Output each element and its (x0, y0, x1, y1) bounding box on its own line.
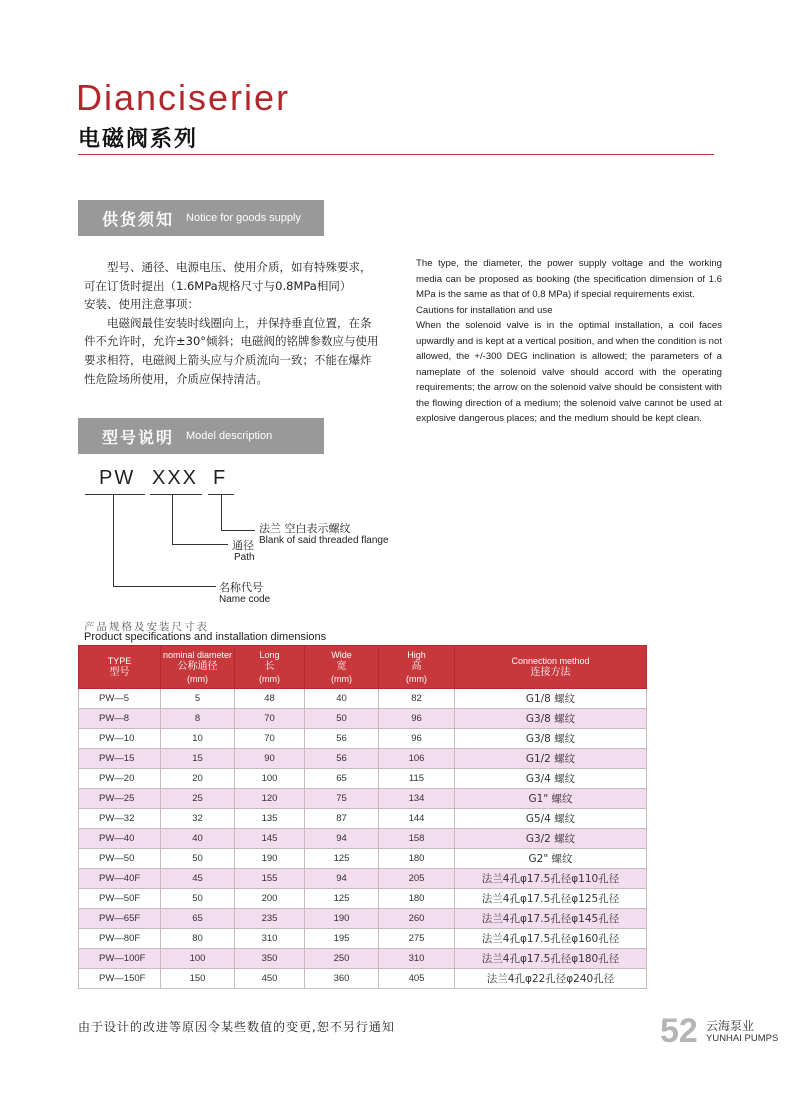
cell-type: PW—100F (79, 949, 161, 969)
col-header-nd-en: nominal diameter (162, 650, 233, 660)
supply-en-caution: Cautions for installation and use (416, 304, 553, 316)
col-header-type-en: TYPE (107, 656, 132, 666)
cell-nominal-diameter: 45 (161, 869, 235, 889)
cell-connection: G3/8 螺纹 (455, 709, 647, 729)
cell-nominal-diameter: 50 (161, 849, 235, 869)
cell-wide: 195 (305, 929, 379, 949)
table-row (79, 929, 647, 949)
cell-high: 106 (379, 749, 455, 769)
cell-high: 180 (379, 849, 455, 869)
cell-type: PW—40F (79, 869, 161, 889)
flange-label-en: Blank of said threaded flange (259, 535, 389, 546)
col-header-long-cn: 长 (264, 661, 275, 672)
cell-type: PW—10 (79, 729, 161, 749)
col-header-wide (305, 646, 379, 689)
supply-section-label-cn: 供货须知 (102, 209, 175, 229)
model-section-header (78, 418, 324, 454)
cell-long: 235 (235, 909, 305, 929)
supply-cn-line: 件不允许时，允许±30°倾斜；电磁阀的铭牌参数应与使用 (84, 334, 379, 349)
cell-connection: 法兰4孔φ17.5孔径φ110孔径 (455, 869, 647, 889)
table-row (79, 829, 647, 849)
col-header-connection (455, 646, 647, 689)
name-code-label-en: Name code (219, 594, 271, 605)
cell-nominal-diameter: 80 (161, 929, 235, 949)
cell-high: 134 (379, 789, 455, 809)
page-number: 52 (660, 1012, 698, 1050)
model-code-xxx: XXX (152, 467, 199, 489)
model-section-label-cn: 型号说明 (102, 427, 175, 447)
model-code-pw: PW (99, 467, 136, 489)
table-row (79, 709, 647, 729)
cell-long: 190 (235, 849, 305, 869)
cell-long: 450 (235, 969, 305, 989)
connector-path-horizontal (172, 544, 228, 545)
supply-cn-line: 要求相符，电磁阀上箭头应与介质流向一致；不能在爆炸 (84, 352, 372, 367)
table-row (79, 689, 647, 709)
cell-nominal-diameter: 40 (161, 829, 235, 849)
cell-long: 70 (235, 709, 305, 729)
cell-high: 96 (379, 729, 455, 749)
cell-high: 260 (379, 909, 455, 929)
brand-name-cn: 云海泵业 (706, 1019, 755, 1033)
cell-high: 405 (379, 969, 455, 989)
footnote: 由于设计的改进等原因令某些数值的变更,恕不另行通知 (78, 1020, 395, 1034)
table-row (79, 889, 647, 909)
cell-type: PW—150F (79, 969, 161, 989)
flange-label-cn: 法兰 空白表示螺纹 (259, 522, 351, 535)
cell-connection: 法兰4孔φ17.5孔径φ125孔径 (455, 889, 647, 909)
col-header-wide-cn: 宽 (336, 661, 347, 672)
cell-type: PW—25 (79, 789, 161, 809)
table-row (79, 969, 647, 989)
cell-long: 200 (235, 889, 305, 909)
table-row (79, 789, 647, 809)
cell-long: 100 (235, 769, 305, 789)
cell-connection: 法兰4孔φ22孔径φ240孔径 (455, 969, 647, 989)
supply-notice-en (416, 256, 722, 427)
cell-nominal-diameter: 25 (161, 789, 235, 809)
cell-long: 70 (235, 729, 305, 749)
cell-nominal-diameter: 150 (161, 969, 235, 989)
cell-nominal-diameter: 15 (161, 749, 235, 769)
cell-wide: 50 (305, 709, 379, 729)
cell-wide: 360 (305, 969, 379, 989)
cell-nominal-diameter: 65 (161, 909, 235, 929)
cell-connection: G1/2 螺纹 (455, 749, 647, 769)
col-header-high-unit: (mm) (406, 674, 427, 684)
supply-cn-line: 可在订货时提出（1.6MPa规格尺寸与0.8MPa相同） (84, 278, 352, 293)
table-row (79, 729, 647, 749)
cell-high: 115 (379, 769, 455, 789)
cell-wide: 75 (305, 789, 379, 809)
cell-high: 275 (379, 929, 455, 949)
cell-connection: G1/8 螺纹 (455, 689, 647, 709)
cell-high: 144 (379, 809, 455, 829)
supply-en-text2: When the solenoid valve is in the optimal installation, a coil faces upwardly and is kept at a vertical position, and when the condition is not allowed, the +/-300 DEG inclination is allowed; the parameters of a nameplate of the solenoid valve should accord with the operating requirements; the arrow on the solenoid valve should be consistent with the flowing direction of a medium; the solenoid valve cannot be used at explosive dangerous places; and the medium should be kept clean. (416, 320, 722, 424)
connector-flange-horizontal (221, 530, 255, 531)
cell-wide: 190 (305, 909, 379, 929)
name-code-label-cn: 名称代号 (219, 581, 263, 594)
code-underline-xxx (150, 494, 202, 495)
cell-high: 158 (379, 829, 455, 849)
cell-connection: 法兰4孔φ17.5孔径φ160孔径 (455, 929, 647, 949)
col-header-type (79, 646, 161, 689)
supply-notice-cn (84, 258, 404, 388)
cell-connection: 法兰4孔φ17.5孔径φ145孔径 (455, 909, 647, 929)
cell-long: 350 (235, 949, 305, 969)
cell-type: PW—5 (79, 689, 161, 709)
cell-nominal-diameter: 100 (161, 949, 235, 969)
cell-type: PW—32 (79, 809, 161, 829)
table-row (79, 769, 647, 789)
cell-nominal-diameter: 32 (161, 809, 235, 829)
cell-long: 48 (235, 689, 305, 709)
table-row (79, 749, 647, 769)
table-row (79, 909, 647, 929)
cell-nominal-diameter: 10 (161, 729, 235, 749)
col-header-nd-cn: 公称通径 (177, 661, 218, 672)
col-header-nominal-diameter (161, 646, 235, 689)
cell-type: PW—50F (79, 889, 161, 909)
cell-nominal-diameter: 50 (161, 889, 235, 909)
supply-cn-line: 性危险场所使用，介质应保持清洁。 (84, 371, 268, 386)
cell-wide: 125 (305, 889, 379, 909)
cell-long: 120 (235, 789, 305, 809)
cell-long: 310 (235, 929, 305, 949)
cell-wide: 125 (305, 849, 379, 869)
supply-section-header (78, 200, 324, 236)
supply-cn-line: 安装、使用注意事项： (84, 297, 199, 312)
spec-table-title-cn: 产品规格及安装尺寸表 (84, 621, 209, 633)
col-header-wide-en: Wide (331, 650, 352, 660)
cell-wide: 56 (305, 749, 379, 769)
brand-name-en: YUNHAI PUMPS (706, 1033, 779, 1044)
page-title: Dianciserier (76, 77, 291, 118)
cell-long: 155 (235, 869, 305, 889)
cell-connection: G1" 螺纹 (455, 789, 647, 809)
cell-type: PW—65F (79, 909, 161, 929)
cell-high: 310 (379, 949, 455, 969)
col-header-wide-unit: (mm) (331, 674, 352, 684)
path-label-en: Path (234, 552, 255, 563)
model-code-f: F (213, 467, 228, 489)
table-row (79, 869, 647, 889)
connector-name-horizontal (113, 586, 216, 587)
cell-type: PW—15 (79, 749, 161, 769)
supply-cn-line: 型号、通径、电源电压、使用介质，如有特殊要求， (84, 260, 372, 274)
cell-long: 145 (235, 829, 305, 849)
cell-type: PW—8 (79, 709, 161, 729)
cell-type: PW—80F (79, 929, 161, 949)
col-header-nd-unit: (mm) (187, 674, 208, 684)
model-section-label-en: Model description (186, 430, 273, 442)
cell-high: 96 (379, 709, 455, 729)
col-header-high-cn: 高 (411, 661, 422, 672)
title-divider (78, 154, 714, 155)
spec-table-title-en: Product specifications and installation dimensions (84, 631, 327, 643)
cell-connection: 法兰4孔φ17.5孔径φ180孔径 (455, 949, 647, 969)
cell-type: PW—40 (79, 829, 161, 849)
supply-en-text: The type, the diameter, the power supply voltage and the working media can be proposed as booking (the specification dimension of 1.6 MPa is the same as that of 0.8 MPa) if special requirements exist. (416, 258, 722, 300)
spec-table-header-row (79, 646, 647, 689)
supply-cn-line: 电磁阀最佳安装时线圈向上，并保持垂直位置，在条 (84, 315, 372, 330)
cell-nominal-diameter: 20 (161, 769, 235, 789)
cell-wide: 94 (305, 869, 379, 889)
connector-flange-vertical (221, 494, 222, 531)
cell-wide: 250 (305, 949, 379, 969)
col-header-long-en: Long (259, 650, 280, 660)
table-row (79, 949, 647, 969)
table-row (79, 809, 647, 829)
cell-nominal-diameter: 5 (161, 689, 235, 709)
cell-connection: G5/4 螺纹 (455, 809, 647, 829)
connector-name-vertical (113, 494, 114, 587)
col-header-long-unit: (mm) (259, 674, 280, 684)
col-header-high-en: High (407, 650, 426, 660)
cell-high: 82 (379, 689, 455, 709)
cell-nominal-diameter: 8 (161, 709, 235, 729)
cell-connection: G3/8 螺纹 (455, 729, 647, 749)
cell-long: 135 (235, 809, 305, 829)
cell-wide: 40 (305, 689, 379, 709)
col-header-conn-en: Connection method (511, 656, 590, 666)
cell-connection: G3/4 螺纹 (455, 769, 647, 789)
cell-wide: 94 (305, 829, 379, 849)
cell-type: PW—50 (79, 849, 161, 869)
col-header-type-cn: 型号 (109, 667, 130, 678)
cell-connection: G2" 螺纹 (455, 849, 647, 869)
cell-connection: G3/2 螺纹 (455, 829, 647, 849)
connector-path-vertical (172, 494, 173, 545)
cell-long: 90 (235, 749, 305, 769)
cell-wide: 87 (305, 809, 379, 829)
spec-table (78, 645, 647, 989)
cell-wide: 65 (305, 769, 379, 789)
col-header-conn-cn: 连接方法 (530, 667, 571, 678)
cell-high: 205 (379, 869, 455, 889)
cell-high: 180 (379, 889, 455, 909)
path-label-cn: 通径 (232, 539, 254, 552)
table-row (79, 849, 647, 869)
cell-type: PW—20 (79, 769, 161, 789)
col-header-high (379, 646, 455, 689)
code-underline-pw (85, 494, 145, 495)
col-header-long (235, 646, 305, 689)
cell-wide: 56 (305, 729, 379, 749)
supply-section-label-en: Notice for goods supply (186, 212, 301, 224)
page-subtitle: 电磁阀系列 (78, 127, 199, 152)
